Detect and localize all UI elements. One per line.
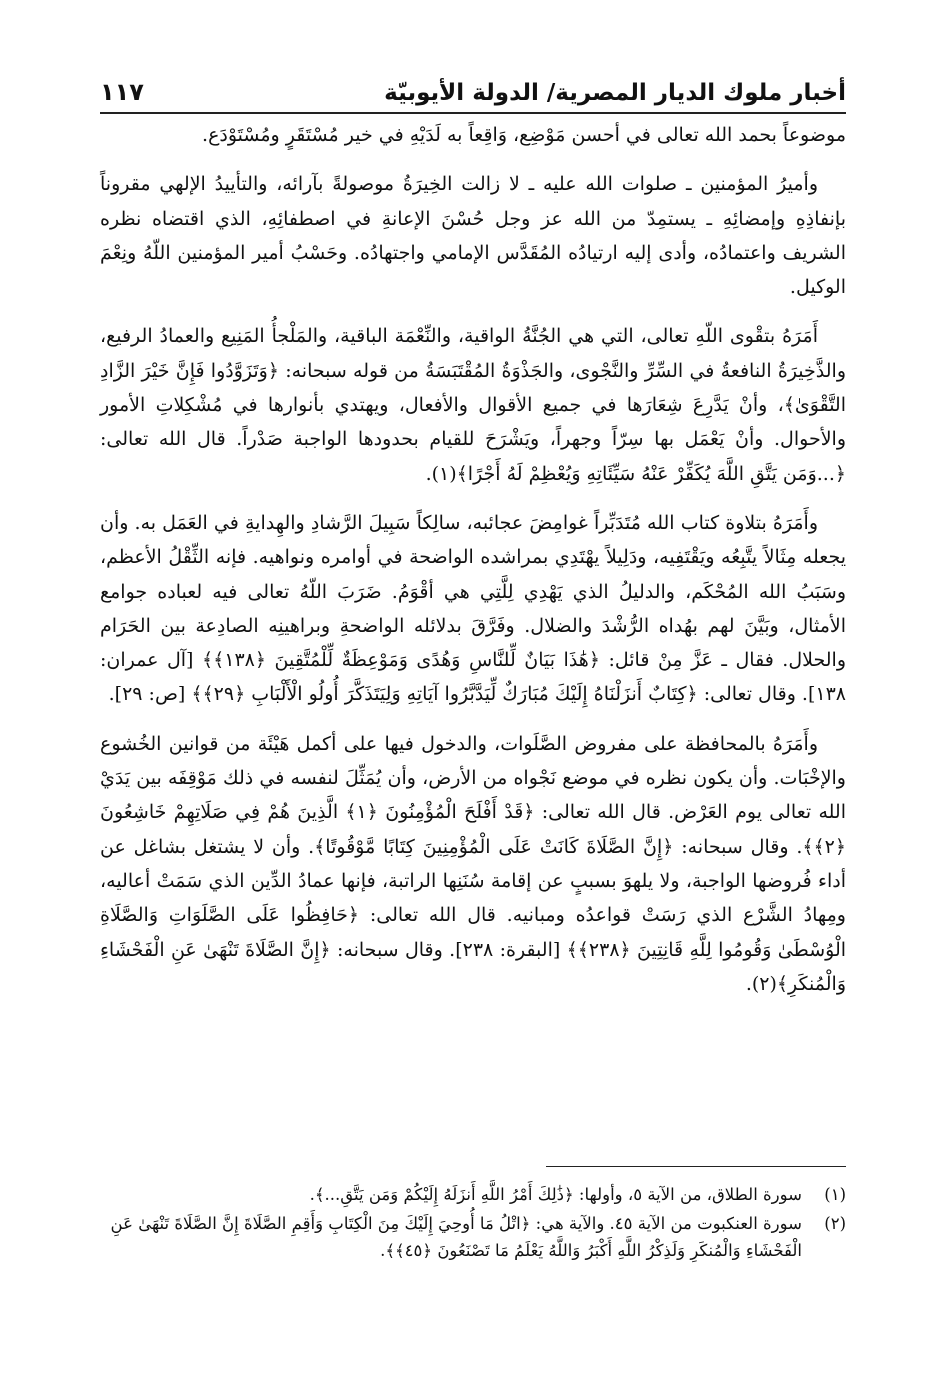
page-number: ١١٧ <box>100 78 144 106</box>
page-header <box>100 62 846 114</box>
running-title: أخبار ملوك الديار المصرية/ الدولة الأيوبيّة <box>384 80 846 106</box>
footnote-2 <box>100 1210 846 1264</box>
footnote-number: (١) <box>824 1185 846 1204</box>
paragraph-5: وأَمَرَهُ بالمحافظة على مفروض الصَّلَوات، والدخول فيها على أكمل هَيْئَة من قوانين الخُشوع والإخْبَات. وأن يكون نظره في موضع نَجْواه من الأرض، وأن يُمَثِّلَ لنفسه في ذلك مَوْقِفَه بين يَدَيْ الله تعالى يوم العَرْض. قال الله تعالى: ﴿قَدْ أَفْلَحَ الْمُؤْمِنُونَ ﴿١﴾ الَّذِينَ هُمْ فِي صَلَاتِهِمْ خَاشِعُونَ ﴿٢﴾﴾. وقال سبحانه: ﴿إِنَّ الصَّلَاةَ كَانَتْ عَلَى الْمُؤْمِنِينَ كِتَابًا مَّوْقُوتًا﴾. وأن لا يشتغل بشاغل عن أداء فُروضها الواجبة، ولا يلهوَ بسببٍ عن إقامة سُنَنِها الراتبة، فإنها عمادُ الدِّين الذي سَمَتْ أعاليه، ومِهادُ الشَّرْع الذي رَسَتْ قواعدُه ومبانيه. قال الله تعالى: ﴿حَافِظُوا عَلَى الصَّلَوَاتِ وَالصَّلَاةِ الْوُسْطَىٰ وَقُومُوا لِلَّهِ قَانِتِينَ ﴿٢٣٨﴾﴾ [البقرة: ٢٣٨]. وقال سبحانه: ﴿إِنَّ الصَّلَاةَ تَنْهَىٰ عَنِ الْفَحْشَاءِ وَالْمُنكَرِ﴾(٢). <box>100 732 847 995</box>
paragraph-3: أَمَرَهُ بتقْوى اللّهِ تعالى، التي هي الجُنَّةُ الواقية، والنِّعْمَة الباقية، والمَلْجأُ المَنِيع والعمادُ الرفيع، والذَّخِيرَةُ النافعةُ في السِّرِّ والنَّجْوى، والجَذْوَةُ المُقْتَبَسَةُ من قوله سبحانه: ﴿وَتَزَوَّدُوا فَإِنَّ خَيْرَ الزَّادِ التَّقْوَىٰ﴾، وأنْ يَدَّرِعَ شِعَارَها في جميع الأقوال والأفعال، ويهتدي بأنوارها في مُشْكِلاتِ الأمور والأحوال. وأنْ يَعْمَل بها سِرّاً وجهراً، ويَشْرَحَ للقيام بحدودها الواجبة صَدْراً. قال الله تعالى: ﴿...وَمَن يَتَّقِ اللَّهَ يُكَفِّرْ عَنْهُ سَيِّئَاتِهِ وَيُعْظِمْ لَهُ أَجْرًا﴾(١). <box>100 325 846 485</box>
main-text <box>100 118 846 1016</box>
paragraph-4: وأَمَرَهُ بتلاوة كتاب الله مُتَدَبِّراً غوامِضَ عجائبه، سالِكاً سَبِيلَ الرَّشادِ والهِدايةِ في العَمَل به. وأن يجعله مِثَالاً يتَّبِعُه ويَقْتَفِيه، ودَلِيلاً يهْتَدِي بمراشده الواضحة في أوامره ونواهيه. فإنه الثِّقْلُ الأعظم، وسَبَبُ الله المُحْكَم، والدليلُ الذي يَهْدِي لِلَّتِي هي أقْوَمُ. ضَرَبَ اللّهُ تعالى فيه لعباده جوامع الأمثال، وبَيَّنَ لهم بهُداه الرُّشْدَ والضلال. وفَرَّقَ بدلائله الواضحةِ وبراهينِه الصادِعة بين الحَرَام والحلال. فقال ـ عَزَّ مِنْ قائل: ﴿هَٰذَا بَيَانٌ لِّلنَّاسِ وَهُدًى وَمَوْعِظَةٌ لِّلْمُتَّقِينَ ﴿١٣٨﴾﴾ [آل عمران: ١٣٨]. وقال تعالى: ﴿كِتَابٌ أَنزَلْنَاهُ إِلَيْكَ مُبَارَكٌ لِّيَدَّبَّرُوا آيَاتِهِ وَلِيَتَذَكَّرَ أُولُو الْأَلْبَابِ ﴿٢٩﴾﴾ [ص: ٢٩]. <box>100 511 846 706</box>
paragraph-2: وأميرُ المؤمنين ـ صلوات الله عليه ـ لا زالت الخِيرَةُ موصولةً بآرائه، والتأييدُ الإلهي مقروناً بإنفاذِهِ وإمضائِهِ ـ يستمِدّ من الله عز وجل حُسْنَ الإعانةِ في اصطفائِهِ، الذي اقتضاه نظره الشريف واعتمادُه، وأدى إليه ارتيادُه المُقَدَّس الإمامي واجتهادُه. وحَسْبُ أمير المؤمنين اللّهُ ونِعْمَ الوكيل. <box>100 173 846 299</box>
paragraph-1: موضوعاً بحمد الله تعالى في أحسن مَوْضِع، وَاقِعاً به لَدَيْهِ في خير مُسْتَقَرٍ ومُسْتَوْدَع. <box>202 124 846 146</box>
footnote-1 <box>100 1181 846 1208</box>
footnotes <box>100 1166 846 1266</box>
footnote-number: (٢) <box>824 1214 846 1233</box>
footnote-text: سورة العنكبوت من الآية ٤٥. والآية هي: ﴿اتْلُ مَا أُوحِيَ إِلَيْكَ مِنَ الْكِتَابِ وَأَقِمِ الصَّلَاةَ إِنَّ الصَّلَاةَ تَنْهَىٰ عَنِ الْفَحْشَاءِ وَالْمُنكَرِ وَلَذِكْرُ اللَّهِ أَكْبَرُ وَاللَّهُ يَعْلَمُ مَا تَصْنَعُونَ ﴿٤٥﴾﴾. <box>110 1214 802 1260</box>
footnote-separator <box>546 1166 846 1167</box>
footnote-text: سورة الطلاق، من الآية ٥، وأولها: ﴿ذَٰلِكَ أَمْرُ اللَّهِ أَنزَلَهُ إِلَيْكُمْ وَمَن يَتَّقِ...﴾. <box>309 1185 802 1204</box>
